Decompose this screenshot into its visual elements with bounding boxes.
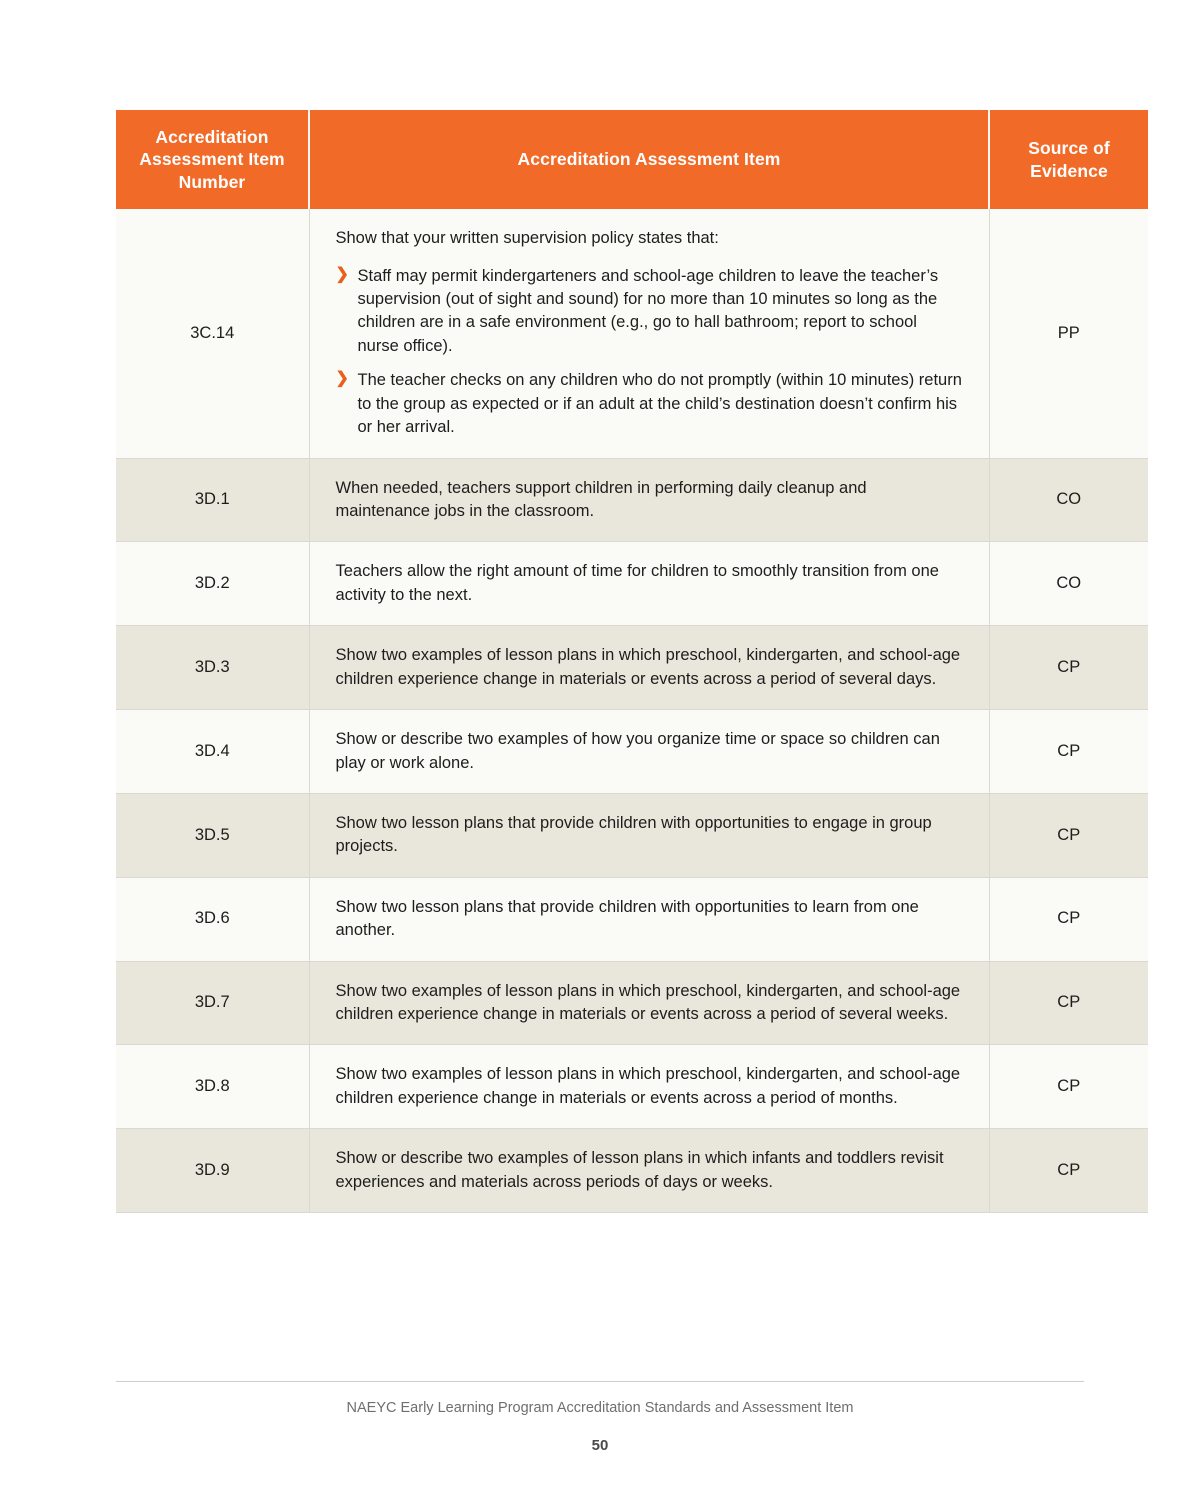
cell-source-of-evidence: CP (989, 626, 1148, 710)
cell-item-number: 3C.14 (116, 209, 309, 458)
assessment-item-bullet-list (336, 265, 963, 440)
cell-assessment-item (309, 209, 989, 458)
assessment-item-text: Show two lesson plans that provide children with opportunities to engage in group projects. (335, 813, 932, 856)
cell-assessment-item (309, 1045, 989, 1129)
cell-source-of-evidence: CO (989, 542, 1148, 626)
list-item (336, 369, 963, 439)
table-row (116, 710, 1148, 794)
assessment-item-text: Teachers allow the right amount of time for children to smoothly transition from one activity to the next. (335, 562, 939, 604)
cell-item-number: 3D.6 (116, 877, 309, 961)
list-item (336, 265, 963, 359)
assessment-item-text: Show two lesson plans that provide children with opportunities to learn from one another. (335, 897, 919, 940)
accreditation-assessment-table (116, 110, 1148, 1213)
cell-assessment-item (309, 626, 989, 710)
cell-item-number: 3D.1 (116, 458, 309, 542)
assessment-item-text: Show two examples of lesson plans in which preschool, kindergarten, and school-age children experience change in materials or events across a period of months. (335, 1065, 961, 1107)
table-row (116, 793, 1148, 877)
assessment-item-text: Show two examples of lesson plans in which preschool, kindergarten, and school-age children experience change in materials or events across a period of several weeks. (335, 981, 961, 1024)
cell-assessment-item (309, 793, 989, 877)
table-row (116, 877, 1148, 961)
chevron-right-icon: ❯ (335, 265, 349, 283)
cell-source-of-evidence: CP (989, 1045, 1148, 1129)
footer-note: NAEYC Early Learning Program Accreditation Standards and Assessment Item (346, 1400, 854, 1416)
cell-assessment-item (309, 458, 989, 542)
table-row (116, 458, 1148, 542)
table-row (116, 1045, 1148, 1129)
table-row (116, 542, 1148, 626)
cell-assessment-item (309, 1129, 989, 1213)
cell-item-number: 3D.8 (116, 1045, 309, 1129)
list-item-text: The teacher checks on any children who do not promptly (within 10 minutes) return to the group as expected or if an adult at the child’s destination doesn’t confirm his or her arrival. (357, 371, 962, 437)
table-header-row (116, 110, 1148, 209)
cell-item-number: 3D.7 (116, 961, 309, 1045)
cell-source-of-evidence: CP (989, 710, 1148, 794)
table-header (116, 110, 1148, 209)
column-header-item-number: Accreditation Assessment Item Number (116, 110, 309, 209)
cell-item-number: 3D.2 (116, 542, 309, 626)
assessment-item-text: Show or describe two examples of lesson plans in which infants and toddlers revisit experiences and materials across periods of days or weeks. (335, 1149, 944, 1191)
cell-assessment-item (309, 877, 989, 961)
cell-source-of-evidence: CP (989, 793, 1148, 877)
cell-source-of-evidence: CP (989, 961, 1148, 1045)
cell-item-number: 3D.3 (116, 626, 309, 710)
chevron-right-icon: ❯ (335, 370, 349, 388)
cell-source-of-evidence: PP (989, 209, 1148, 458)
cell-source-of-evidence: CP (989, 877, 1148, 961)
table-row (116, 1129, 1148, 1213)
assessment-item-text: When needed, teachers support children in performing daily cleanup and maintenance jobs in the classroom. (335, 478, 867, 520)
cell-source-of-evidence: CP (989, 1129, 1148, 1213)
footer-divider (116, 1381, 1084, 1382)
column-header-source-of-evidence: Source of Evidence (989, 110, 1148, 209)
assessment-item-lead-text: Show that your written supervision policy states that: (335, 229, 719, 248)
list-item-text: Staff may permit kindergarteners and school-age children to leave the teacher’s supervision (out of sight and sound) for no more than 10 minutes so long as the children are in a safe environment (e.g., go to hall bathroom; report to school nurse office). (357, 266, 939, 355)
page-number: 50 (591, 1437, 609, 1454)
assessment-table-container (116, 110, 1110, 1213)
cell-assessment-item (309, 710, 989, 794)
table-row (116, 626, 1148, 710)
table-row (116, 961, 1148, 1045)
cell-item-number: 3D.9 (116, 1129, 309, 1213)
cell-item-number: 3D.5 (116, 793, 309, 877)
cell-assessment-item (309, 542, 989, 626)
cell-assessment-item (309, 961, 989, 1045)
table-row (116, 209, 1148, 458)
assessment-item-text: Show or describe two examples of how you organize time or space so children can play or work alone. (335, 730, 940, 772)
assessment-item-text: Show two examples of lesson plans in which preschool, kindergarten, and school-age children experience change in materials or events across a period of several days. (335, 646, 961, 688)
cell-item-number: 3D.4 (116, 710, 309, 794)
column-header-assessment-item: Accreditation Assessment Item (309, 110, 989, 209)
cell-source-of-evidence: CO (989, 458, 1148, 542)
table-body (116, 209, 1148, 1212)
